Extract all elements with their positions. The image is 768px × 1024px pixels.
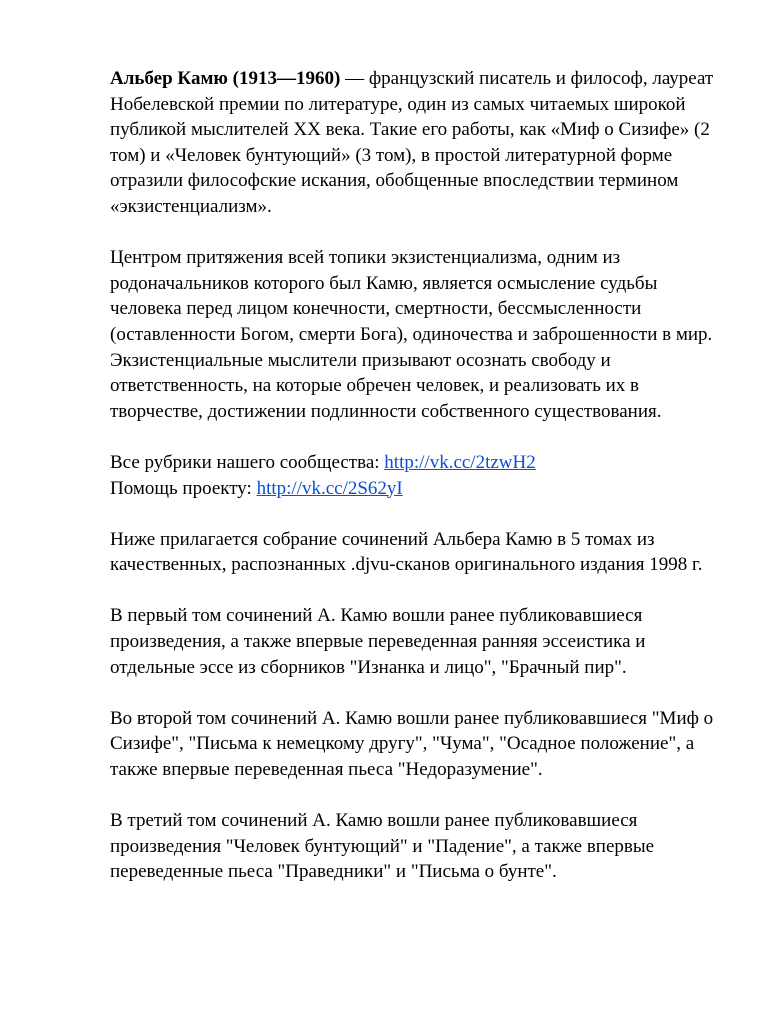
intro-text: — французский писатель и философ, лауреат Нобелевской премии по литературе, один из самых читаемых широкой публикой мыслителей XX века. Такие его работы, как «Миф о Сизифе» (2 том) и «Человек бунтующий» (3 том), в простой литературной форме отразили философские искания, обобщенные впоследствии термином «экзистенциализм». — [110, 68, 714, 217]
help-link[interactable]: http://vk.cc/2S62yI — [256, 477, 403, 499]
rubrics-link[interactable]: http://vk.cc/2tzwH2 — [384, 451, 536, 473]
paragraph-intro — [110, 66, 720, 220]
paragraph-volume-2: Во второй том сочинений А. Камю вошли ранее публиковавшиеся "Миф о Сизифе", "Письма к немецкому другу", "Чума", "Осадное положение", а также впервые переведенная пьеса "Недоразумение". — [110, 707, 714, 781]
document-page — [110, 66, 720, 911]
paragraph-links — [110, 450, 720, 501]
paragraph-volume-1: В первый том сочинений А. Камю вошли ранее публиковавшиеся произведения, а также впервые переведенная ранняя эссеистика и отдельные эссе из сборников "Изнанка и лицо", "Брачный пир". — [110, 605, 646, 678]
paragraph-volume-3: В третий том сочинений А. Камю вошли ранее публиковавшиеся произведения "Человек бунтующий" и "Падение", а также впервые переведенные пьеса "Праведники" и "Письма о бунте". — [110, 810, 655, 883]
rubrics-label: Все рубрики нашего сообщества: — [110, 451, 385, 473]
help-label: Помощь проекту: — [110, 477, 257, 499]
paragraph-existentialism: Центром притяжения всей топики экзистенциализма, одним из родоначальников которого был Камю, является осмысление судьбы человека перед лицом конечности, смертности, бессмысленности (оставленности Богом, смерти Бога), одиночества и заброшенности в мир. Экзистенциальные мыслители призывают осознать свободу и ответственность, на которые обречен человек, и реализовать их в творчестве, достижении подлинности собственного существования. — [110, 247, 713, 422]
author-name-bold: Альбер Камю (1913—1960) — [110, 68, 341, 89]
paragraph-collection: Ниже прилагается собрание сочинений Альбера Камю в 5 томах из качественных, распознанных .djvu-сканов оригинального издания 1998 г. — [110, 528, 703, 576]
